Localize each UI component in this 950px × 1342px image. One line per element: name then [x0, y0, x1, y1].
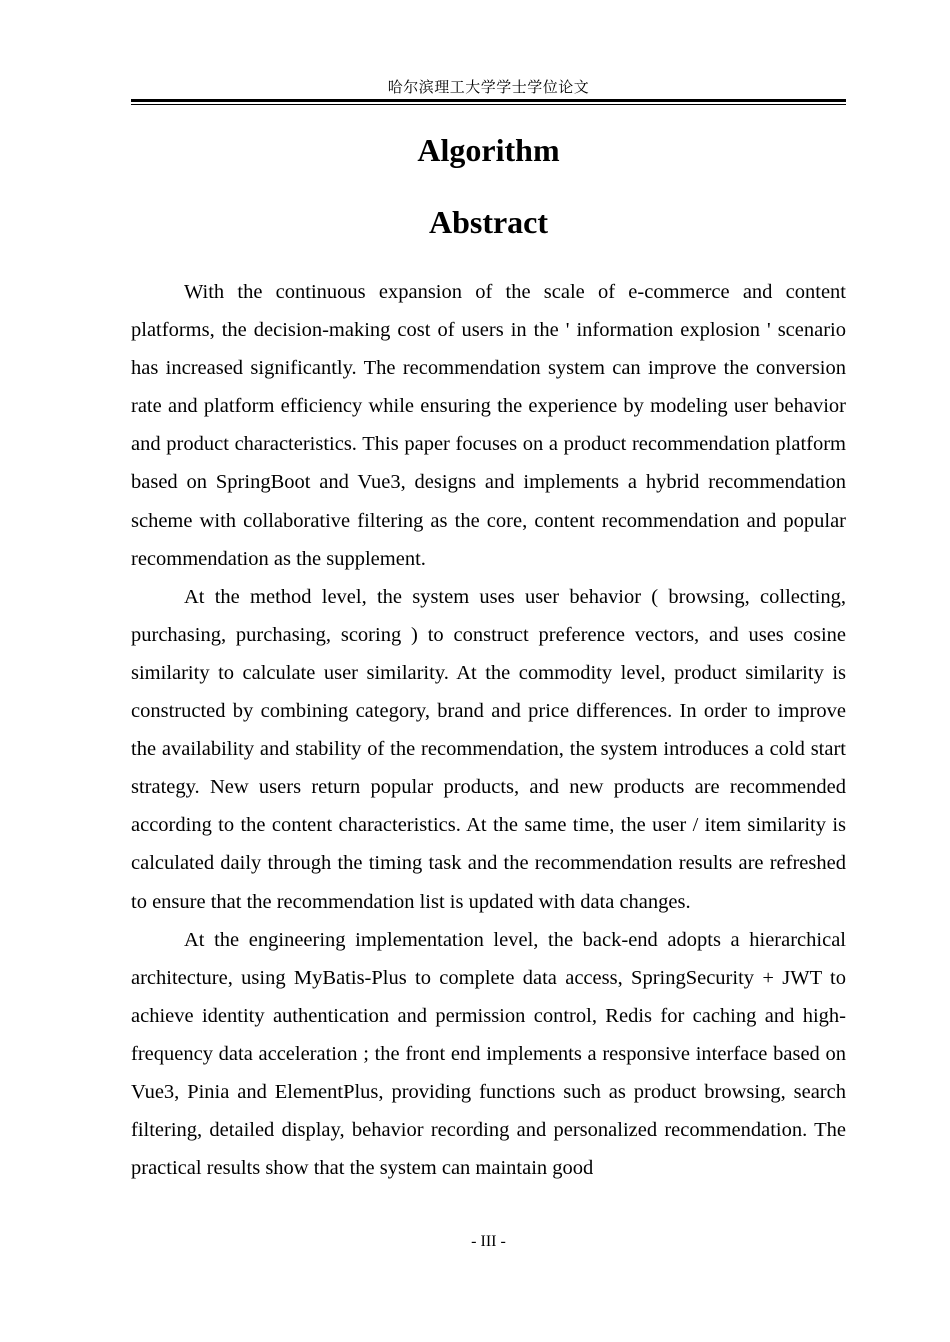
header-rule-thick [131, 99, 846, 102]
abstract-heading: Abstract [428, 204, 549, 240]
abstract-paragraph-2: At the method level, the system uses user behavior ( browsing, collecting, purchasing, purchasing, scoring ) to construct preference vectors, and uses cosine similarity to calculate user similarity. At the commodity level, product similarity is constructed by combining category, brand and price differences. In order to improve the availability and stability of the recommendation, the system introduces a cold start strategy. New users return popular products, and new products are recommended according to the content characteristics. At the same time, the user / item similarity is calculated daily through the timing task and the recommendation results are refreshed to ensure that the recommendation list is updated with data changes. [131, 585, 846, 913]
abstract-body [131, 273, 846, 1187]
abstract-paragraph-1: With the continuous expansion of the scale of e-commerce and content platforms, the decision-making cost of users in the ' information explosion ' scenario has increased significantly. The recommendation system can improve the conversion rate and platform efficiency while ensuring the experience by modeling user behavior and product characteristics. This paper focuses on a product recommendation platform based on SpringBoot and Vue3, designs and implements a hybrid recommendation scheme with collaborative filtering as the core, content recommendation and popular recommendation as the supplement. [131, 281, 846, 570]
running-header: 哈尔滨理工大学学士学位论文 [387, 80, 590, 96]
abstract-paragraph-3: At the engineering implementation level, the back-end adopts a hierarchical architecture, using MyBatis-Plus to complete data access, SpringSecurity + JWT to achieve identity authentication and permission control, Redis for caching and high-frequency data acceleration ; the front end implements a responsive interface based on Vue3, Pinia and ElementPlus, providing functions such as product browsing, search filtering, detailed display, behavior recording and personalized recommendation. The practical results show that the system can maintain good [131, 928, 846, 1180]
header-rule-thin [131, 104, 846, 105]
page-number: - III - [471, 1233, 506, 1250]
document-title: Algorithm [417, 132, 560, 168]
